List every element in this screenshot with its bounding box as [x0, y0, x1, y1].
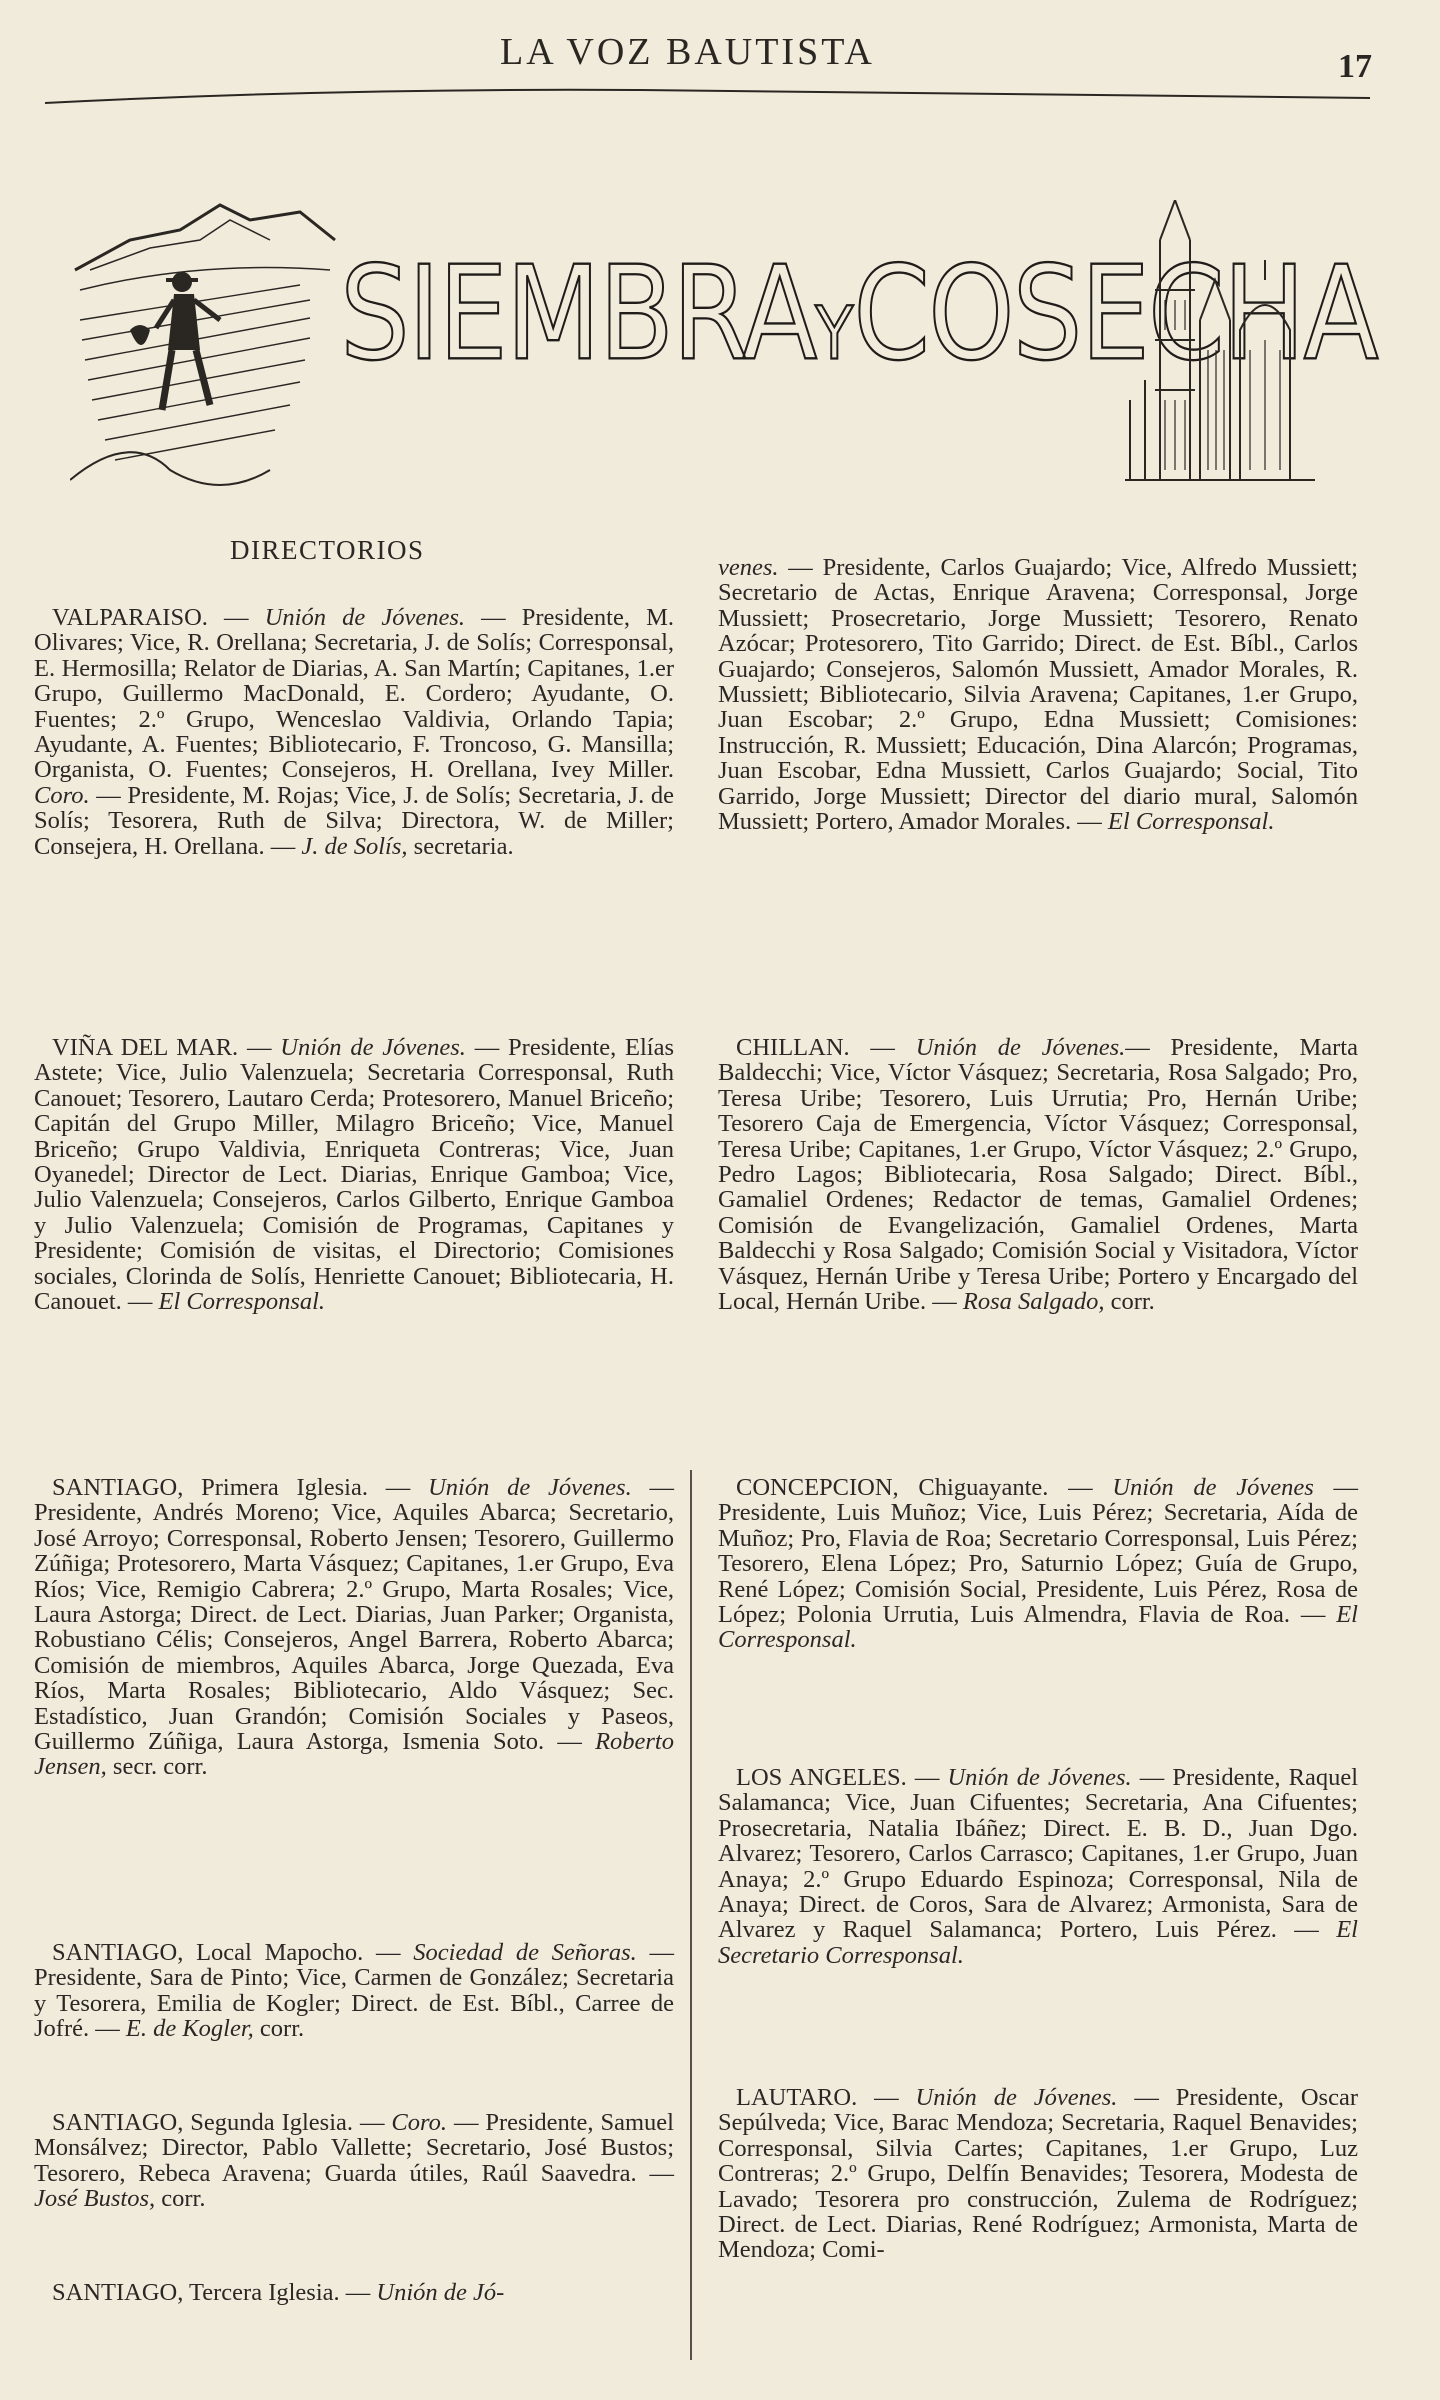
directory-entry: CONCEPCION, Chiguayante. — Unión de Jóvenes — Presidente, Luis Muñoz; Vice, Luis Pérez; Secretaria, Aída de Muñoz; Pro, Flavia de Roa; Secretario Corresponsal, Luis Pérez; Tesorero, Elena López; Pro, Saturnio López; Guía de Grupo, René López; Comisión Social, Presidente, Luis Pérez, Rosa de López; Polonia Urrutia, Luis Almendra, Flavia de Roa. — El Corresponsal. [718, 1474, 1359, 1654]
column-divider [690, 1470, 692, 2360]
directory-entry: VIÑA DEL MAR. — Unión de Jóvenes. — Presidente, Elías Astete; Vice, Julio Valenzuela; Secretaria Corresponsal, Ruth Canouet; Tesorero, Lautaro Cerda; Protesorero, Manuel Briceño; Capitán del Grupo Miller, Milagro Briceño; Vice, Manuel Briceño; Grupo Valdivia, Enriqueta Contreras; Vice, Juan Oyanedel; Director de Lect. Diarias, Enrique Gamboa; Vice, Julio Valenzuela; Consejeros, Carlos Gilberto, Enrique Gamboa y Julio Valenzuela; Comisión de Programas, Capitanes y Presidente; Comisión de visitas, el Directorio; Comisiones sociales, Clorinda de Solís, Henriette Canouet; Bibliotecaria, H. Canouet. — El Corresponsal. [34, 1034, 675, 1316]
directory-entry: SANTIAGO, Segunda Iglesia. — Coro. — Presidente, Samuel Monsálvez; Director, Pablo Vallette; Secretario, José Bustos; Tesorero, Rebeca Aravena; Guarda útiles, Raúl Saavedra. — José Bustos, corr. [34, 2109, 674, 2213]
banner-title-conjunction: Y [815, 289, 854, 377]
directory-entry: SANTIAGO, Tercera Iglesia. — Unión de Jó- [52, 2279, 505, 2306]
banner-title-part1: SIEMBRA [340, 238, 816, 390]
farmer-sowing-field-icon [70, 200, 340, 500]
directory-entry: SANTIAGO, Primera Iglesia. — Unión de Jóvenes. — Presidente, Andrés Moreno; Vice, Aquiles Abarca; Secretario, José Arroyo; Corresponsal, Roberto Jensen; Tesorero, Guillermo Zúñiga; Protesorero, Marta Vásquez; Capitanes, 1.er Grupo, Eva Ríos; Vice, Remigio Cabrera; 2.º Grupo, Marta Rosales; Vice, Laura Astorga; Direct. de Lect. Diarias, Juan Parker; Organista, Robustiano Célis; Consejeros, Angel Barrera, Roberto Abarca; Comisión de miembros, Aquiles Abarca, Jorge Quezada, Eva Ríos, Marta Rosales; Bibliotecario, Aldo Vásquez; Sec. Estadístico, Juan Grandón; Comisión Sociales y Paseos, Guillermo Zúñiga, Laura Astorga, Ismenia Soto. — Roberto Jensen, secr. corr. [34, 1474, 675, 1781]
page-header [40, 18, 1380, 108]
directory-entry: VALPARAISO. — Unión de Jóvenes. — Presidente, M. Olivares; Vice, R. Orellana; Secretaria, J. de Solís; Corresponsal, E. Hermosilla; Relator de Diarias, A. San Martín; Capitanes, 1.er Grupo, Guillermo MacDonald, E. Cordero; Ayudante, O. Fuentes; 2.º Grupo, Wenceslao Valdivia, Orlando Tapia; Ayudante, A. Fuentes; Bibliotecario, F. Troncoso, G. Mansilla; Organista, O. Fuentes; Consejeros, H. Orellana, Ivey Miller. Coro. — Presidente, M. Rojas; Vice, J. de Solís; Secretaria, J. de Solís; Tesorera, Ruth de Silva; Directora, W. de Miller; Consejera, H. Orellana. — J. de Solís, secretaria. [34, 604, 675, 860]
page-number: 17 [1338, 48, 1372, 85]
section-banner [70, 200, 1377, 500]
cathedral-icon [1120, 200, 1320, 500]
directory-entry: LAUTARO. — Unión de Jóvenes. — Presidente, Oscar Sepúlveda; Vice, Barac Mendoza; Secretaria, Raquel Benavides; Corresponsal, Silvia Cartes; Capitanes, 1.er Grupo, Luz Contreras; 2.º Grupo, Delfín Benavides; Tesorera, Modesta de Lavado; Tesorera pro construcción, Zulema de Rodríguez; Direct. de Lect. Diarias, René Rodríguez; Armonista, Marta de Mendoza; Comi- [718, 2084, 1358, 2264]
directory-entry: SANTIAGO, Local Mapocho. — Sociedad de Señoras. — Presidente, Sara de Pinto; Vice, Carmen de González; Secretaria y Tesorera, Emilia de Kogler; Direct. de Est. Bíbl., Carree de Jofré. — E. de Kogler, corr. [34, 1939, 675, 2043]
directory-entry: venes. — Presidente, Carlos Guajardo; Vice, Alfredo Mussiett; Secretario de Actas, Enrique Aravena; Corresponsal, Jorge Mussiett; Prosecretario, Jorge Mussiett; Tesorero, Renato Azócar; Protesorero, Tito Garrido; Direct. de Est. Bíbl., Carlos Guajardo; Consejeros, Salomón Mussiett, Amador Morales, R. Mussiett; Bibliotecario, Silvia Aravena; Capitanes, 1.er Grupo, Juan Escobar; 2.º Grupo, Edna Mussiett; Comisiones: Instrucción, R. Mussiett; Educación, Dina Alarcón; Programas, Juan Escobar, Edna Mussiett, Carlos Guajardo; Social, Tito Garrido, Jorge Mussiett; Director del diario mural, Salomón Mussiett; Portero, Amador Morales. — El Corresponsal. [718, 554, 1358, 836]
directory-entry: CHILLAN. — Unión de Jóvenes.— Presidente, Marta Baldecchi; Vice, Víctor Vásquez; Secretaria, Rosa Salgado; Pro, Teresa Uribe; Tesorero, Luis Urrutia; Pro, Hernán Uribe; Tesorero Caja de Emergencia, Víctor Vásquez; Corresponsal, Teresa Uribe; Capitanes, 1.er Grupo, Víctor Vásquez; 2.º Grupo, Pedro Lagos; Bibliotecaria, Rosa Salgado; Direct. Bíbl., Gamaliel Ordenes; Redactor de temas, Gamaliel Ordenes; Comisión de Evangelización, Gamaliel Ordenes, Marta Baldecchi y Rosa Salgado; Comisión Social y Visitadora, Víctor Vásquez, Hernán Uribe y Teresa Uribe; Portero y Encargado del Local, Hernán Uribe. — Rosa Salgado, corr. [718, 1034, 1358, 1316]
directory-entry: LOS ANGELES. — Unión de Jóvenes. — Presidente, Raquel Salamanca; Vice, Juan Cifuentes; Secretaria, Ana Cifuentes; Prosecretaria, Natalia Ibáñez; Direct. E. B. D., Juan Dgo. Alvarez; Tesorero, Carlos Carrasco; Capitanes, 1.er Grupo, Juan Anaya; 2.º Grupo Eduardo Espinoza; Corresponsal, Nila de Anaya; Direct. de Coros, Sara de Alvarez; Armonista, Sara de Alvarez y Raquel Salamanca; Portero, Luis Pérez. — El Secretario Corresponsal. [718, 1764, 1359, 1969]
section-heading: DIRECTORIOS [230, 535, 425, 565]
running-title: LA VOZ BAUTISTA [500, 31, 875, 73]
banner-title-part2: COSECHA [853, 238, 1377, 390]
